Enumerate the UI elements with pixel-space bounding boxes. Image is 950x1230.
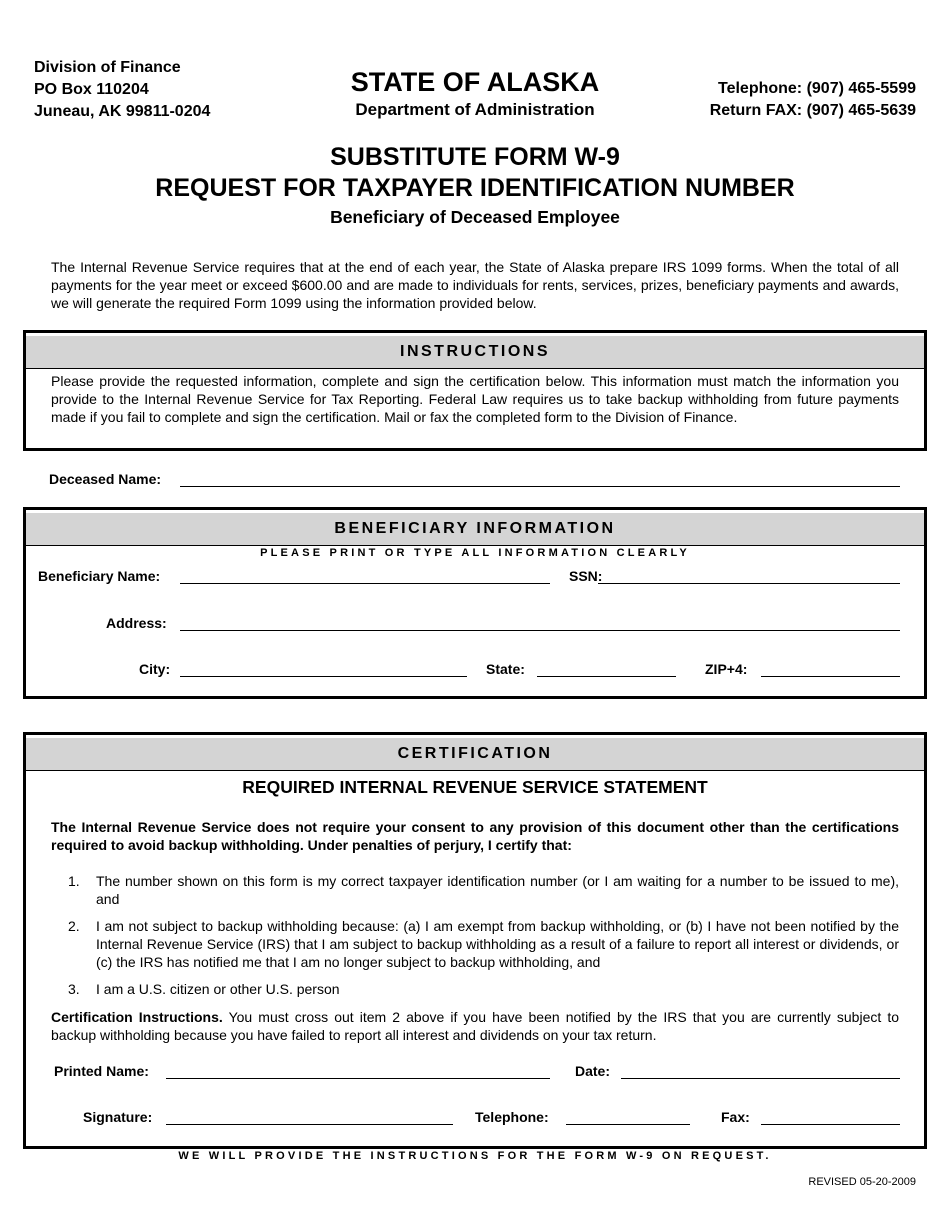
certification-heading: CERTIFICATION — [26, 735, 924, 771]
signature-label: Signature: — [83, 1109, 153, 1125]
telephone-field[interactable] — [566, 1124, 690, 1125]
cert-item-text: I am not subject to backup withholding because: (a) I am exempt from backup withholding, or (b) I have not been notified by the Internal Revenue Service (IRS) that I am subject to backup withholding as a result of a failure to report all interest or dividends, or (c) the IRS has notified me that I am no longer subject to backup withholding, and — [96, 918, 899, 970]
cert-item-text: The number shown on this form is my correct taxpayer identification number (or I am waiting for a number to be issued to me), and — [96, 873, 899, 907]
instructions-text: Please provide the requested information, complete and sign the certification below. This information must match the information you provide to the Internal Revenue Service for Tax Reporting. Federal Law requires us to take backup withholding from future payments made if you fail to complete and sign the certification. Mail or fax the completed form to the Division of Finance. — [51, 373, 899, 425]
beneficiary-name-label: Beneficiary Name: — [38, 568, 161, 584]
instructions-heading: INSTRUCTIONS — [26, 333, 924, 369]
division-name: Division of Finance — [34, 59, 181, 76]
title-line-2: REQUEST FOR TAXPAYER IDENTIFICATION NUMBER — [155, 174, 795, 202]
city-label: City: — [139, 661, 171, 677]
printed-name-label: Printed Name: — [54, 1063, 149, 1079]
address-label: Address: — [106, 615, 167, 631]
cert-instructions-label: Certification Instructions. — [51, 1009, 223, 1025]
date-field[interactable] — [621, 1078, 900, 1079]
city-zip: Juneau, AK 99811-0204 — [34, 103, 211, 120]
deceased-name-label: Deceased Name: — [49, 471, 162, 487]
signature-field[interactable] — [166, 1124, 453, 1125]
fax-field[interactable] — [761, 1124, 900, 1125]
cert-instructions-text: You must cross out item 2 above if you have been notified by the IRS that you are currently subject to backup withholding because you have failed to report all interest and dividends on your tax return. — [51, 1009, 899, 1043]
irs-statement-heading: REQUIRED INTERNAL REVENUE SERVICE STATEMENT — [242, 777, 708, 797]
printed-name-field[interactable] — [166, 1078, 550, 1079]
telephone-label: Telephone: — [475, 1109, 549, 1125]
city-field[interactable] — [180, 676, 467, 677]
fax-number: Return FAX: (907) 465-5639 — [709, 102, 916, 119]
form-subtitle: Beneficiary of Deceased Employee — [330, 207, 620, 227]
irs-statement-text: The Internal Revenue Service does not require your consent to any provision of this document other than the certifications required to avoid backup withholding. Under penalties of perjury, I certify that: — [51, 819, 899, 853]
print-clearly-note: PLEASE PRINT OR TYPE ALL INFORMATION CLEARLY — [260, 547, 690, 559]
ssn-field[interactable] — [598, 583, 900, 584]
ssn-label: SSN: — [569, 568, 603, 584]
revised-date: REVISED 05-20-2009 — [808, 1176, 916, 1188]
fax-label: Fax: — [721, 1109, 750, 1125]
cert-item-number: 3. — [68, 981, 80, 997]
address-field[interactable] — [180, 630, 900, 631]
certification-instructions — [51, 1008, 899, 1044]
contact-info — [710, 78, 916, 122]
po-box: PO Box 110204 — [34, 81, 149, 98]
cert-item-text: I am a U.S. citizen or other U.S. person — [96, 981, 340, 997]
footer-note: WE WILL PROVIDE THE INSTRUCTIONS FOR THE FORM W-9 ON REQUEST. — [178, 1150, 772, 1162]
title-line-1: SUBSTITUTE FORM W-9 — [330, 143, 620, 171]
date-label: Date: — [575, 1063, 611, 1079]
deceased-name-field[interactable] — [180, 486, 900, 487]
telephone-number: Telephone: (907) 465-5599 — [717, 80, 916, 97]
form-title — [0, 142, 950, 230]
beneficiary-heading: BENEFICIARY INFORMATION — [26, 510, 924, 546]
beneficiary-name-field[interactable] — [180, 583, 550, 584]
state-label: State: — [486, 661, 525, 677]
instructions-section — [23, 330, 927, 451]
zip-field[interactable] — [761, 676, 900, 677]
state-field[interactable] — [537, 676, 676, 677]
intro-paragraph: The Internal Revenue Service requires that at the end of each year, the State of Alaska prepare IRS 1099 forms. When the total of all payments for the year meet or exceed $600.00 and are made to individuals for rents, services, prizes, beneficiary payments and awards, we will generate the required Form 1099 using the information provided below. — [51, 259, 899, 311]
department-name: Department of Administration — [355, 100, 595, 119]
cert-item-number: 2. — [68, 918, 80, 934]
state-name: STATE OF ALASKA — [350, 67, 600, 97]
zip-label: ZIP+4: — [705, 661, 748, 677]
cert-item-number: 1. — [68, 873, 80, 889]
